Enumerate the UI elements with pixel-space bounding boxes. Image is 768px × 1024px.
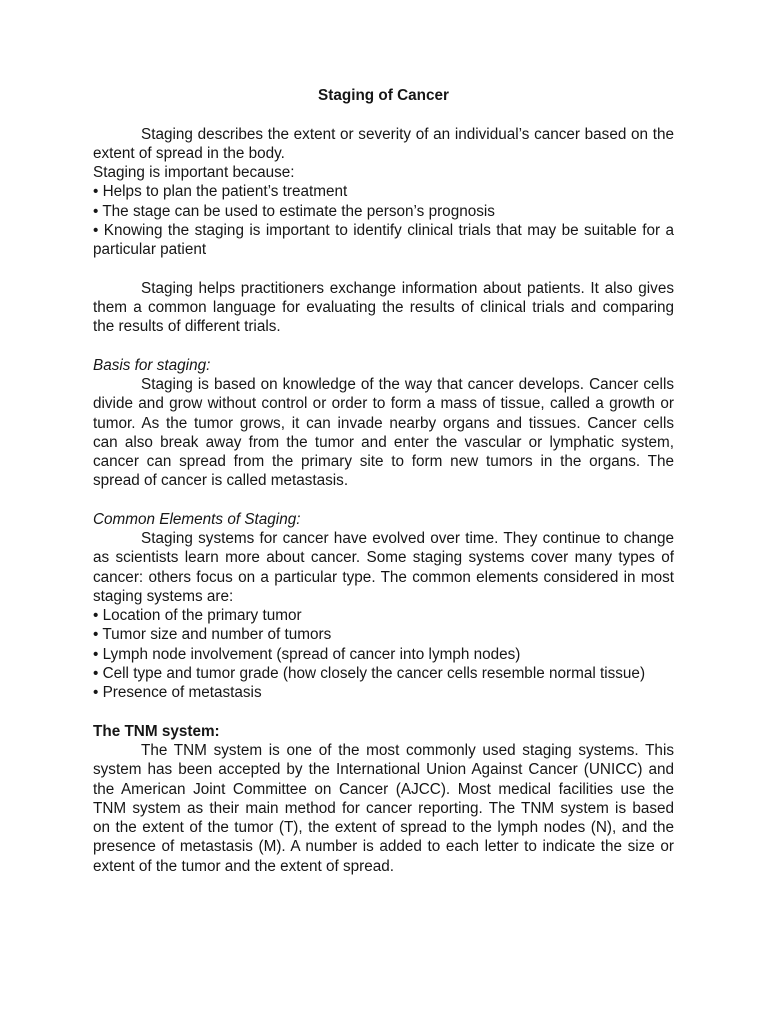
paragraph-line: as scientists learn more about cancer. Some staging systems cover many types of: [93, 549, 674, 567]
section-heading-tnm: The TNM system:: [93, 722, 220, 740]
paragraph-line: system has been accepted by the International Union Against Cancer (UNICC) and: [93, 761, 674, 779]
bullet-item: • Cell type and tumor grade (how closely the cancer cells resemble normal tissue): [93, 664, 646, 682]
tnm-paragraph: [93, 741, 674, 876]
paragraph-line: cancer can spread from the primary site to form new tumors in the organs. The: [93, 453, 674, 471]
paragraph-line: tumor. As the tumor grows, it can invade nearby organs and tissues. Cancer cells: [93, 414, 674, 432]
paragraph-line: them a common language for evaluating the results of clinical trials and comparing: [93, 298, 674, 316]
paragraph-line: TNM system as their main method for cancer reporting. The TNM system is based: [93, 799, 674, 817]
paragraph-line: cancer: others focus on a particular type. The common elements considered in most: [93, 568, 674, 586]
exchange-paragraph: [93, 279, 674, 337]
importance-lead: Staging is important because:: [93, 164, 295, 182]
bullet-item: [93, 202, 674, 221]
bullet-line: • Knowing the staging is important to identify clinical trials that may be suitable for a: [93, 221, 674, 239]
importance-bullet-list: [93, 182, 674, 259]
paragraph-line: on the extent of the tumor (T), the extent of spread to the lymph nodes (N), and the: [93, 819, 674, 837]
section-heading-common-elements: Common Elements of Staging:: [93, 510, 301, 528]
document-title: Staging of Cancer: [318, 87, 449, 104]
bullet-item: [93, 221, 674, 260]
section-heading-basis: Basis for staging:: [93, 356, 211, 374]
paragraph-line: spread of cancer is called metastasis.: [93, 472, 349, 490]
paragraph-line: Staging helps practitioners exchange information about patients. It also gives: [141, 279, 674, 297]
bullet-line: particular patient: [93, 241, 207, 259]
bullet-item: • Location of the primary tumor: [93, 607, 302, 625]
bullet-item: • Lymph node involvement (spread of cancer into lymph nodes): [93, 645, 521, 663]
bullet-item: [93, 182, 674, 201]
paragraph-line: the American Joint Committee on Cancer (AJCC). Most medical facilities use the: [93, 780, 674, 798]
bullet-item: • Tumor size and number of tumors: [93, 626, 332, 644]
paragraph-line: Staging is based on knowledge of the way that cancer develops. Cancer cells: [141, 375, 674, 393]
document-body: [93, 86, 674, 876]
common-elements-paragraph: [93, 529, 674, 606]
bullet-item: • Presence of metastasis: [93, 684, 262, 702]
bullet-line: • Helps to plan the patient’s treatment: [93, 183, 348, 201]
paragraph-line: Staging describes the extent or severity of an individual’s cancer based on the: [141, 125, 674, 143]
paragraph-line: the results of different trials.: [93, 318, 281, 336]
paragraph-line: staging systems are:: [93, 587, 234, 605]
basis-paragraph: [93, 375, 674, 491]
paragraph-line: can also break away from the tumor and enter the vascular or lymphatic system,: [93, 433, 674, 451]
paragraph-line: divide and grow without control or order to form a mass of tissue, called a growth or: [93, 395, 674, 413]
intro-paragraph: [93, 125, 674, 164]
paragraph-line: extent of the tumor and the extent of spread.: [93, 857, 395, 875]
bullet-line: • The stage can be used to estimate the person’s prognosis: [93, 202, 495, 220]
paragraph-line: Staging systems for cancer have evolved over time. They continue to change: [141, 530, 674, 548]
paragraph-line: presence of metastasis (M). A number is added to each letter to indicate the size or: [93, 838, 674, 856]
common-elements-bullet-list: [93, 606, 674, 702]
paragraph-line: extent of spread in the body.: [93, 144, 285, 162]
paragraph-line: The TNM system is one of the most commonly used staging systems. This: [141, 742, 674, 760]
